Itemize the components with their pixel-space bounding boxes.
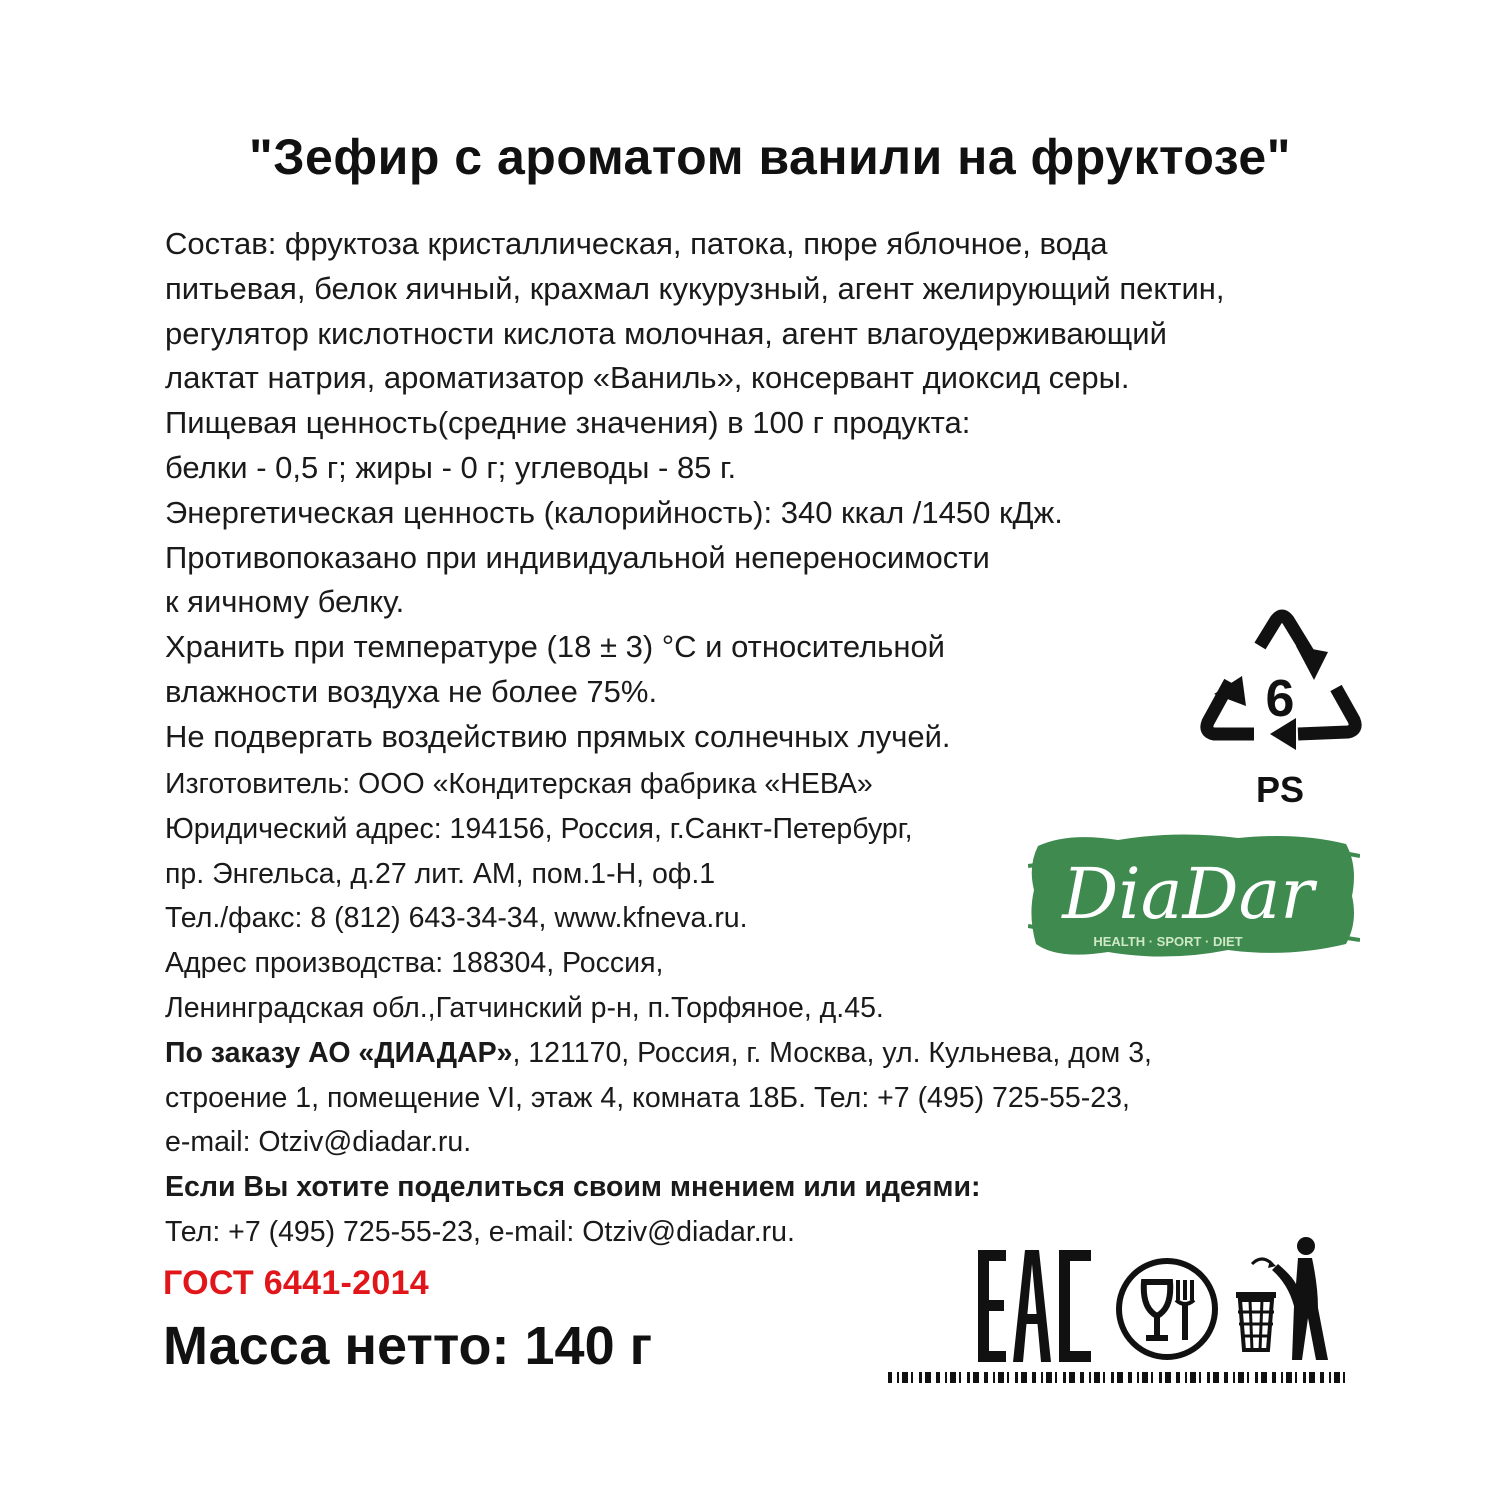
text-line: Юридический адрес: 194156, Россия, г.Санкт-Петербург, (165, 812, 913, 845)
diadar-logo (1028, 826, 1360, 968)
text-line: лактат натрия, ароматизатор «Ваниль», консервант диоксид серы. (165, 360, 1130, 396)
text-line: строение 1, помещение VI, этаж 4, комната 18Б. Тел: +7 (495) 725-55-23, (165, 1081, 1130, 1114)
product-title: "Зефир с ароматом ванили на фруктозе" (249, 129, 1291, 185)
text-line: Изготовитель: ООО «Кондитерская фабрика «НЕВА» (165, 768, 873, 800)
recycle-code: PS (1255, 769, 1305, 810)
recycle-number: 6 (1265, 670, 1295, 728)
text-line: регулятор кислотности кислота молочная, агент влагоудерживающий (165, 315, 1167, 351)
text-line: пр. Энгельса, д.27 лит. АМ, пом.1-Н, оф.1 (165, 857, 716, 890)
gost-label: ГОСТ 6441-2014 (163, 1264, 429, 1302)
text-line: Ленинградская обл.,Гатчинский р-н, п.Торфяное, д.45. (165, 991, 884, 1024)
text-line: Пищевая ценность(средние значения) в 100 г продукта: (165, 405, 971, 441)
text-line: Тел./факс: 8 (812) 643-34-34, www.kfneva.ru. (165, 902, 748, 935)
logo-name: DiaDar (1062, 853, 1314, 935)
tidyman-icon (1232, 1236, 1332, 1364)
net-mass: Масса нетто: 140 г (163, 1316, 653, 1376)
text-line: питьевая, белок яичный, крахмал кукурузный, агент желирующий пектин, (165, 270, 1225, 306)
text-line: к яичному белку. (165, 584, 405, 620)
order-rest: , 121170, Россия, г. Москва, ул. Кульнева, дом 3, (512, 1036, 1152, 1069)
text-line: влажности воздуха не более 75%. (165, 673, 658, 709)
feedback-contacts: Тел: +7 (495) 725-55-23, e-mail: Otziv@diadar.ru. (165, 1215, 795, 1248)
text-line: Адрес производства: 188304, Россия, (165, 947, 664, 980)
text-line: Состав: фруктоза кристаллическая, патока, пюре яблочное, вода (165, 226, 1108, 261)
text-line: Хранить при температуре (18 ± 3) °С и относительной (165, 629, 945, 665)
order-bold: По заказу АО «ДИАДАР» (165, 1036, 513, 1069)
text-line: Не подвергать воздействию прямых солнечных лучей. (165, 718, 951, 754)
text-line: белки - 0,5 г; жиры - 0 г; углеводы - 85 г. (165, 449, 737, 485)
glass-fork-icon (1114, 1256, 1220, 1362)
text-line: Энергетическая ценность (калорийность): 340 ккал /1450 кДж. (165, 494, 1063, 530)
feedback-heading: Если Вы хотите поделиться своим мнением или идеями: (165, 1171, 981, 1204)
order-line (165, 1031, 1385, 1076)
logo-tagline: HEALTH · SPORT · DIET (1093, 934, 1243, 949)
text-line: Противопоказано при индивидуальной непереносимости (165, 539, 990, 575)
barcode-strip (888, 1372, 1350, 1383)
text-line: e-mail: Otziv@diadar.ru. (165, 1126, 472, 1159)
eac-mark (975, 1248, 1099, 1364)
recycle-triangle-icon (1196, 608, 1366, 813)
